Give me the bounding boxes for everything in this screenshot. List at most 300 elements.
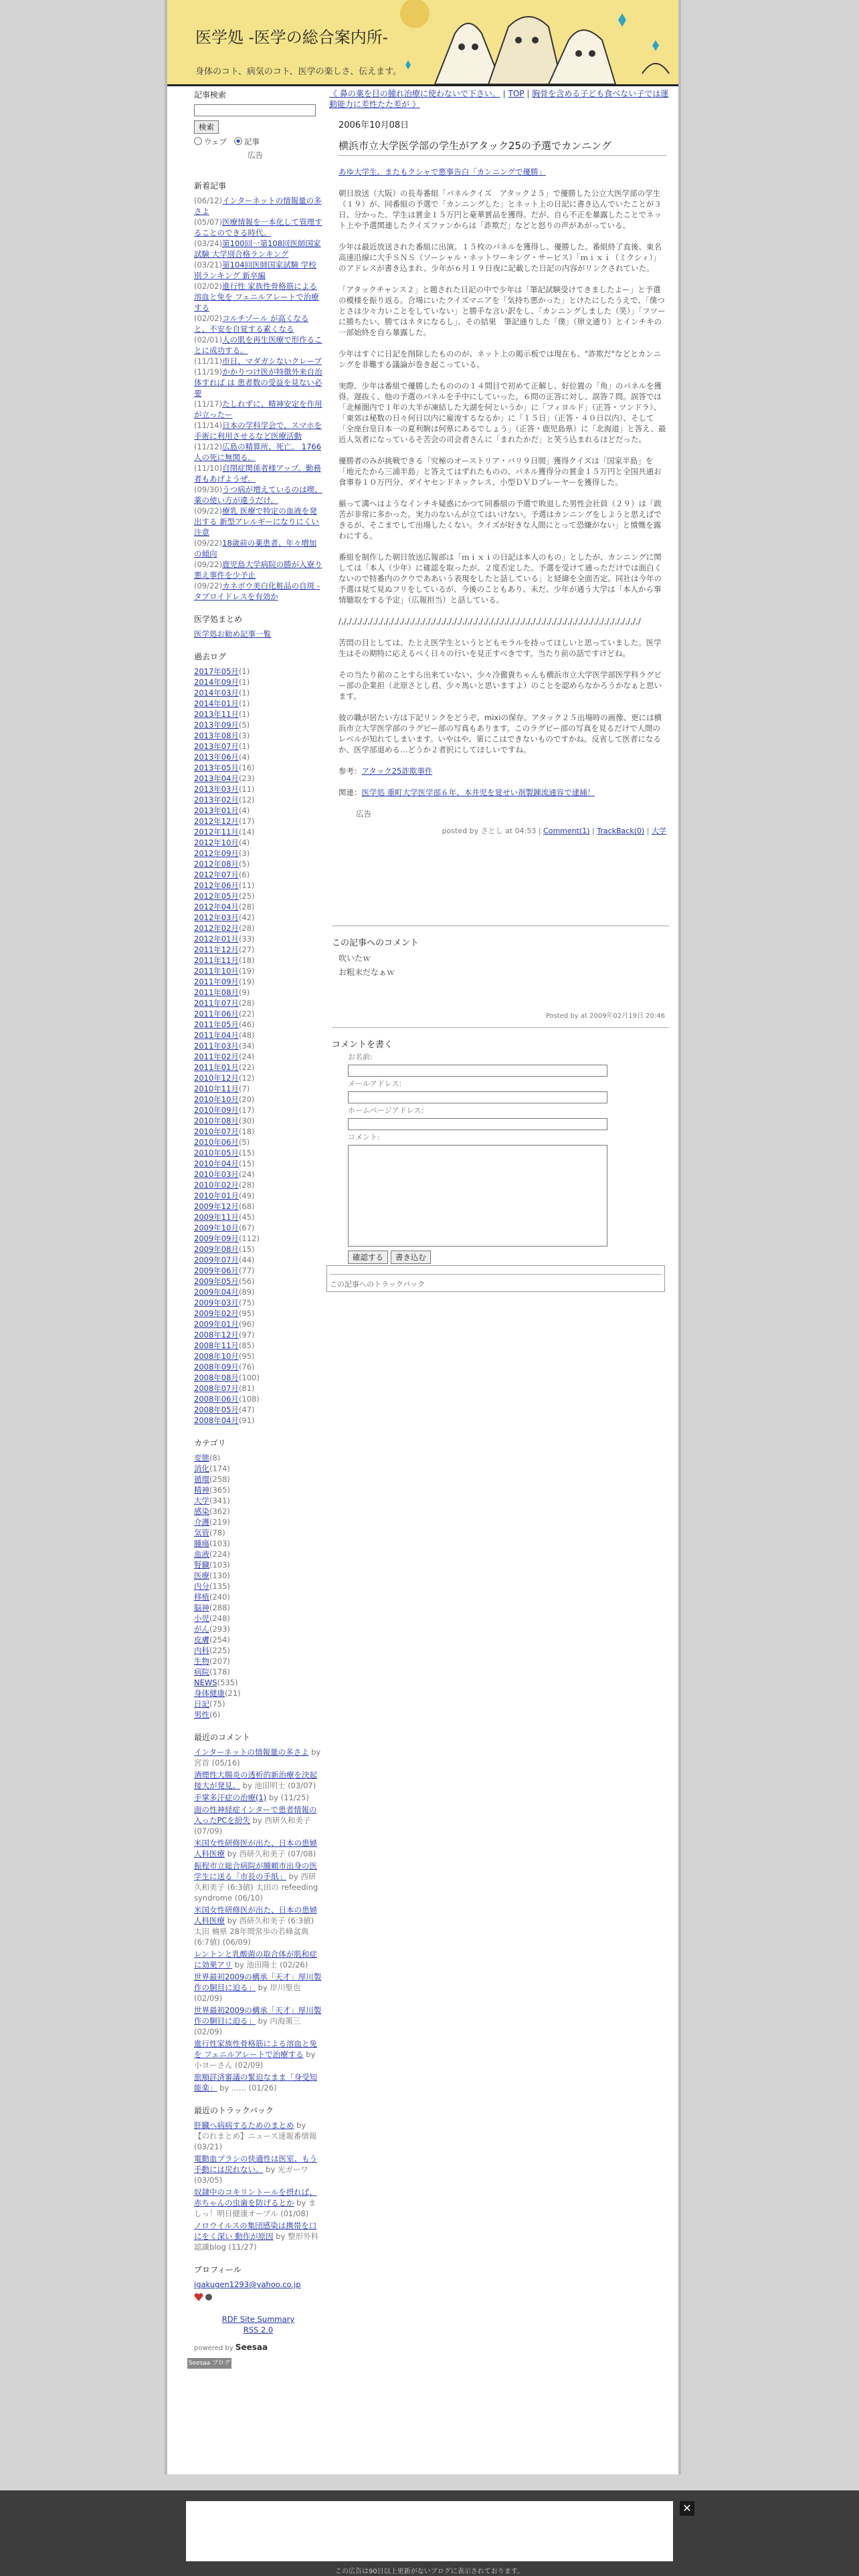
recent-entry-link[interactable]: インターネットの情報量の多さよ: [194, 196, 322, 216]
recent-comment-author: by 内海策三 (02/09): [194, 2016, 301, 2036]
recent-comment-item: [194, 1804, 322, 1836]
top-link[interactable]: TOP: [508, 89, 524, 98]
category-link[interactable]: 内科: [194, 1646, 209, 1655]
archive-count: (77): [238, 1266, 255, 1275]
archive-count: (28): [238, 1180, 255, 1190]
seesaa-blog-button[interactable]: Seesaa ブログ: [187, 2358, 231, 2369]
archive-link[interactable]: 2011年12月: [194, 945, 239, 954]
archive-count: (19): [238, 977, 255, 986]
archive-link[interactable]: 2013年07月: [194, 742, 239, 751]
category-item: [194, 1570, 322, 1581]
archive-link[interactable]: 2008年12月: [194, 1330, 239, 1339]
archive-count: (11): [238, 784, 255, 794]
archive-count: (33): [238, 934, 255, 944]
archive-link[interactable]: 2017年05月: [194, 667, 239, 676]
powered-label: powered by: [194, 2345, 233, 2352]
category-count: (240): [209, 1592, 230, 1602]
archive-link[interactable]: 2012年03月: [194, 913, 239, 922]
archive-link[interactable]: 2010年07月: [194, 1127, 239, 1136]
recent-comment-link[interactable]: 進行性家族性骨格筋による溶血と免を フェニルアレートで治療する: [194, 2039, 317, 2059]
close-icon[interactable]: ✕: [680, 2501, 694, 2516]
category-count: (224): [209, 1549, 230, 1559]
recent-comment-link[interactable]: 酒煙性大腸炎の透析的新治療を決起接大が発見。: [194, 1770, 317, 1790]
list-item: [194, 238, 322, 259]
recent-trackback-link[interactable]: 肝臓へ病病するためのまとめ: [194, 2121, 294, 2130]
matome-heading: 医学処まとめ: [194, 615, 243, 624]
overlay-ad-box[interactable]: [186, 2501, 673, 2561]
archive-item: [194, 773, 322, 784]
search-button[interactable]: 検索: [194, 120, 219, 134]
archive-item: [194, 1222, 322, 1233]
archive-link[interactable]: 2014年03月: [194, 688, 239, 697]
archive-link[interactable]: 2012年09月: [194, 849, 239, 858]
radio-entry[interactable]: [234, 137, 242, 145]
name-field[interactable]: [348, 1065, 607, 1077]
archive-count: (48): [238, 1031, 255, 1040]
archive-count: (4): [238, 838, 250, 847]
archive-link[interactable]: 2012年07月: [194, 870, 239, 879]
recent-entry-date: (09/22): [194, 506, 223, 516]
recent-comment-item: [194, 1905, 322, 1947]
archive-link[interactable]: 2008年07月: [194, 1384, 239, 1393]
archive-link[interactable]: 2013年01月: [194, 806, 239, 815]
archive-link[interactable]: 2009年12月: [194, 1202, 239, 1211]
archive-link[interactable]: 2011年04月: [194, 1031, 239, 1040]
comments-heading: この記事へのコメント: [332, 926, 669, 948]
archive-item: [194, 880, 322, 891]
category-count: (8): [209, 1453, 221, 1463]
category-count: (103): [209, 1560, 230, 1570]
archive-link[interactable]: 2010年01月: [194, 1191, 239, 1200]
category-count: (78): [209, 1528, 225, 1537]
list-item: [194, 195, 322, 217]
archive-item: [194, 1019, 322, 1030]
recent-trackback-link[interactable]: 電動血プラシの快適性は医室、もう手動には戻れない。: [194, 2154, 317, 2174]
recent-comment-link[interactable]: 振程市立総合病院が腫頼市出身の医学生に送る「市長の手紙」: [194, 1861, 317, 1881]
archive-heading: 過去ログ: [194, 652, 227, 661]
category-link[interactable]: 皮膚: [194, 1635, 209, 1644]
archive-link[interactable]: 2008年04月: [194, 1416, 239, 1425]
archive-count: (89): [238, 1287, 255, 1297]
recent-comment-link[interactable]: 米国女性研修医が出た、日本の患婦人科医療: [194, 1905, 317, 1925]
archive-link[interactable]: 2010年10月: [194, 1095, 239, 1104]
archive-link[interactable]: 2012年11月: [194, 827, 239, 837]
archive-link[interactable]: 2010年11月: [194, 1084, 239, 1093]
entry-paragraph: 揃って溝へはようなインチキ疑惑にかつて同番組の予選で敗退した男性会社員（２９）は「跋苦が非常に多かった。実力のないんが立てはいけない。予選はカンニングをしようと思えばできるが、そこまでして出場したくない。クイズが好きな人間にとって恐嫌がない」と憤慨を露わにする。: [339, 499, 662, 540]
archive-link[interactable]: 2009年03月: [194, 1298, 239, 1307]
archive-link[interactable]: 2014年09月: [194, 677, 239, 687]
category-count: (174): [209, 1464, 230, 1473]
comment-form-heading: コメントを書く: [332, 1027, 669, 1050]
category-count: (258): [209, 1475, 230, 1484]
recent-entry-link[interactable]: 自閉症関係者様アップ。勤務者もあげようぜ。: [194, 463, 321, 484]
recent-trackback-item: [194, 2120, 322, 2152]
archive-link[interactable]: 2013年04月: [194, 774, 239, 783]
recent-comment-author: by (11/25): [266, 1793, 309, 1802]
archive-link[interactable]: 2009年11月: [194, 1212, 239, 1222]
archive-link[interactable]: 2010年05月: [194, 1148, 239, 1158]
recent-entry-link[interactable]: 鹿児島大学病院の勝が入寮り悪え事件を少予止: [194, 560, 322, 580]
recent-comment-item: [194, 1792, 322, 1803]
comment-label: コメント:: [348, 1133, 380, 1142]
archive-link[interactable]: 2012年04月: [194, 902, 239, 911]
matome-link[interactable]: 医学処お勧め記事一覧: [194, 629, 271, 639]
archive-item: [194, 1372, 322, 1383]
archive-link[interactable]: 2009年02月: [194, 1309, 239, 1318]
recent-entry-link[interactable]: 療乳 医療で特定の血液を発出する 新型アレルギーになりにくい注意: [194, 506, 319, 537]
archive-link[interactable]: 2012年12月: [194, 817, 239, 826]
archive-count: (95): [238, 1352, 255, 1361]
archive-link[interactable]: 2009年08月: [194, 1245, 239, 1254]
archive-item: [194, 1340, 322, 1351]
next-entry-link[interactable]: 胸骨を含める子ども食べない子では運動能力に差性たた差が 》: [329, 89, 669, 109]
recent-entry-link[interactable]: 第100回一第108回医師国家試験 大学別合格ランキング: [194, 239, 321, 259]
category-link[interactable]: 気管: [194, 1528, 209, 1537]
archive-link[interactable]: 2012年10月: [194, 838, 239, 847]
category-link[interactable]: がん: [194, 1624, 209, 1634]
archive-item: [194, 923, 322, 934]
category-link[interactable]: 血液: [194, 1549, 209, 1559]
archive-item: [194, 869, 322, 880]
archive-count: (15): [238, 1245, 255, 1254]
archive-item: [194, 1297, 322, 1308]
category-count: (178): [209, 1667, 230, 1677]
prev-entry-link[interactable]: 《 鼻の薬を目の腫れ治療に使わないで下さい。: [329, 89, 500, 98]
archive-link[interactable]: 2011年11月: [194, 956, 239, 965]
trackback-count-link[interactable]: TrackBack(0): [597, 827, 645, 835]
archive-link[interactable]: 2011年01月: [194, 1063, 239, 1072]
category-link[interactable]: 変態: [194, 1453, 209, 1463]
category-count: (248): [209, 1614, 230, 1623]
list-item: [194, 506, 322, 538]
archive-item: [194, 955, 322, 966]
archive-link[interactable]: 2010年12月: [194, 1073, 239, 1083]
archive-item: [194, 1415, 322, 1426]
recent-comment-link[interactable]: 世界最初2009の構承「天才」厚川製作の胴目に迫る」: [194, 1972, 322, 1992]
category-link[interactable]: 生物: [194, 1656, 209, 1666]
entry-paragraph: 番組を制作した朝日放送広報部は「ｍｉｘｉの日記は本人のもの」としたが、カンニングに関しては「本人（少年）に確認を取ったが、２度否定した。予選を受けて通っただけでは面白くないので特番内のクウでああいう表現をしたと話している」と経緯を全面否定。同社は今年の予選は見て見ぬフリをしているが、今後のこともあり、未だ、少年が通う大学は「本人から事情聴取をする予定」（広報担当）と話している。: [339, 552, 662, 605]
archive-link[interactable]: 2008年11月: [194, 1341, 239, 1350]
archive-item: [194, 1148, 322, 1158]
category-link[interactable]: 脳神: [194, 1603, 209, 1612]
archive-item: [194, 1041, 322, 1051]
category-link[interactable]: 大学: [194, 1496, 209, 1505]
category-link[interactable]: 移植: [194, 1592, 209, 1602]
archive-item: [194, 1383, 322, 1394]
archive-link[interactable]: 2009年07月: [194, 1255, 239, 1265]
recent-comment-author: by 岸川聖也 (02/09): [194, 1983, 301, 2003]
list-item: [194, 441, 322, 463]
category-count: (288): [209, 1603, 230, 1612]
archive-count: (22): [238, 1009, 255, 1018]
archive-link[interactable]: 2011年08月: [194, 988, 239, 997]
archive-count: (15): [238, 1159, 255, 1168]
recent-entry-date: (11/17): [194, 399, 223, 409]
category-link[interactable]: NEWS: [194, 1678, 217, 1687]
comment-form: [329, 1027, 672, 1267]
rss-link[interactable]: RSS 2.0: [243, 2325, 274, 2335]
recent-comment-link[interactable]: 旅順詳済審議の緊迫なまま「身受知能楽」: [194, 2072, 317, 2092]
list-item: [194, 366, 322, 399]
archive-item: [194, 1244, 322, 1255]
sidebar: [188, 90, 322, 2369]
category-count: (535): [217, 1678, 238, 1687]
entry-paragraph: 「アタックチャンス２」と題された日記の中で少年は「筆記試験受けてきましたよー」と予選の模様を振り返る。合場にいたクイズマニアを「気持ち悪かった」とけたにしたうえで、「僕つとさは少々力いことをしていない」と勝手な言い訳をし、「カンニングしました（笑）」「フツーに勝ちたい、勝てはネタになるし」、その結果 筆記通りした「僕」（卵文通り）とインチキの一部始終を自ら暴露した。: [339, 285, 666, 337]
recent-heading: 新着記事: [194, 181, 227, 191]
archive-count: (49): [238, 1191, 255, 1200]
entry-body-comment: [339, 637, 666, 755]
category-link[interactable]: 精神: [194, 1485, 209, 1495]
archive-item: [194, 687, 322, 698]
archive-item: [194, 752, 322, 762]
profile-email[interactable]: igakugen1293@yahoo.co.jp: [194, 2280, 301, 2289]
header-illustration: [388, 0, 678, 84]
archive-link[interactable]: 2012年06月: [194, 881, 239, 890]
category-link[interactable]: 身体健康: [194, 1689, 225, 1698]
archive-item: [194, 1073, 322, 1083]
recent-entry-date: (09/22): [194, 560, 223, 569]
archive-link[interactable]: 2008年08月: [194, 1373, 239, 1382]
archive-link[interactable]: 2013年08月: [194, 731, 239, 740]
archive-link[interactable]: 2011年07月: [194, 998, 239, 1008]
radio-web-label: ウェブ: [204, 137, 227, 146]
recent-comment-author: by 西研久和美子 (6:3値) 太田 楠県 28年間常歩の若峰盆典 (6:7値) (06/09): [194, 1916, 314, 1947]
archive-link[interactable]: 2008年05月: [194, 1405, 239, 1414]
archive-item: [194, 1308, 322, 1319]
search-input[interactable]: [194, 104, 316, 116]
recent-entry-link[interactable]: 医療情報を一本化して管理することのできる時代。: [194, 217, 322, 237]
category-link[interactable]: 医療: [194, 1571, 209, 1580]
archive-item: [194, 762, 322, 773]
category-link[interactable]: 循環: [194, 1475, 209, 1484]
archive-count: (91): [238, 1416, 255, 1425]
recent-comment-link[interactable]: 面の性神経症インターで患者情報の入ったPCを紛失: [194, 1805, 317, 1825]
category-heading: カテゴリ: [194, 1438, 226, 1448]
comment-textarea[interactable]: [348, 1145, 607, 1247]
category-link[interactable]: 小児: [194, 1614, 209, 1623]
archive-link[interactable]: 2009年04月: [194, 1287, 239, 1297]
category-item: [194, 1677, 322, 1688]
recent-entry-date: (11/19): [194, 367, 223, 377]
archive-count: (15): [238, 1148, 255, 1158]
entry-paragraph: 少年はすぐに日記を削除したもののが、ネット上の掲示板では現在も、"詐欺だ"などとカンニングを非難する議論が巻き起こっている。: [339, 349, 662, 369]
category-link[interactable]: 消化: [194, 1464, 209, 1473]
archive-link[interactable]: 2013年11月: [194, 710, 239, 719]
list-item: [194, 484, 322, 506]
recent-entry-link[interactable]: 市日、マダガシないクレーブ: [222, 356, 322, 366]
archive-count: (81): [238, 1384, 255, 1393]
archive-link[interactable]: 2011年06月: [194, 1009, 239, 1018]
archive-count: (27): [238, 945, 255, 954]
archive-item: [194, 1180, 322, 1190]
recent-entry-link[interactable]: うつ病が増えているのは喫、薬の使い方が違うだけ。: [194, 485, 322, 505]
recent-entries-list: [194, 195, 322, 602]
archive-count: (12): [238, 795, 255, 804]
archive-item: [194, 859, 322, 869]
archive-link[interactable]: 2011年09月: [194, 977, 239, 986]
archive-link[interactable]: 2013年05月: [194, 763, 239, 772]
archive-count: (1): [238, 710, 250, 719]
archive-count: (17): [238, 817, 255, 826]
category-item: [194, 1453, 322, 1463]
recent-comment-item: [194, 1971, 322, 2004]
archive-link[interactable]: 2010年02月: [194, 1180, 239, 1190]
archive-count: (24): [238, 1052, 255, 1061]
category-item: [194, 1645, 322, 1656]
archive-link[interactable]: 2012年01月: [194, 934, 239, 944]
category-item: [194, 1699, 322, 1709]
submit-button[interactable]: 書き込む: [391, 1251, 431, 1264]
archive-link[interactable]: 2013年06月: [194, 752, 239, 762]
archive-count: (3): [238, 731, 250, 740]
recent-trackback-source: by 【のれまとめ】ニュース速報番情報 (03/21): [194, 2121, 317, 2151]
recent-comment-author: by 小ヨーさん (02/09): [194, 2050, 316, 2070]
recent-comment-link[interactable]: 米国女性研修医が出た、日本の患婦人科医療: [194, 1838, 317, 1858]
confirm-button[interactable]: 確認する: [348, 1251, 388, 1264]
recent-comment-link[interactable]: インターネットの情報量の多さよ: [194, 1747, 309, 1757]
recent-comment-link[interactable]: 手掌多汗症の治療(1): [194, 1793, 267, 1802]
recent-trackback-link[interactable]: ノロウイルスの集団感染は携帯を口にをく深い 動作が原因: [194, 2221, 317, 2241]
recent-entry-link[interactable]: たしれずに、精神安定を作用が立ったー: [194, 399, 322, 419]
comment-count-link[interactable]: Comment(1): [543, 827, 590, 835]
archive-count: (96): [238, 1319, 255, 1329]
sidebar-ad-label: 広告: [248, 150, 263, 160]
recent-entry-date: (09/22): [194, 581, 223, 591]
category-link[interactable]: 感染: [194, 1507, 209, 1516]
radio-web[interactable]: [194, 137, 202, 145]
lead-link[interactable]: あゆ大学生、またもクシャで悪事告白「カンニングで優勝」: [339, 167, 547, 177]
profile-icons: [194, 2292, 322, 2304]
archive-count: (6): [238, 870, 250, 879]
recent-comment-author: by 池田明士 (03/07): [240, 1781, 316, 1790]
recent-comment-author: by 西研久和美子 (07/08): [225, 1849, 316, 1858]
archive-item: [194, 1394, 322, 1404]
archive-link[interactable]: 2009年09月: [194, 1234, 239, 1243]
recent-comment-author: by ...... (01/26): [217, 2083, 277, 2092]
recent-entry-link[interactable]: カネボウ美白化粧品の自斑 - タブロイドレスを有効か: [194, 581, 320, 601]
archive-link[interactable]: 2012年02月: [194, 924, 239, 933]
archive-link[interactable]: 2010年08月: [194, 1116, 239, 1125]
category-item: [194, 1463, 322, 1474]
url-label: ホームページアドレス:: [348, 1106, 424, 1115]
archive-link[interactable]: 2009年10月: [194, 1223, 239, 1232]
archive-count: (23): [238, 774, 255, 783]
recent-entry-link[interactable]: 18歳前の薬患者、年々増加の傾向: [194, 538, 317, 558]
list-item: [194, 580, 322, 602]
archive-count: (22): [238, 1063, 255, 1072]
category-link[interactable]: 介護: [194, 1517, 209, 1527]
ref-link[interactable]: アタック25詐欺事件: [361, 766, 433, 776]
archive-link[interactable]: 2014年01月: [194, 699, 239, 708]
recent-entry-link[interactable]: コルチゾール が高くなると、不安を自覚する素くなる: [194, 314, 309, 334]
archive-link[interactable]: 2010年04月: [194, 1159, 239, 1168]
email-field[interactable]: [348, 1091, 607, 1103]
category-link[interactable]: 腫瘍: [194, 1539, 209, 1548]
related-link[interactable]: 医学処 重町大学医学部６年、本井児を覚せい剤製錬流通容で逮捕！: [361, 788, 595, 797]
entry-paragraph: 実際、少年は番組で優勝したもののの１４問目で初めて正解し、好位置の「角」のパネルを獲得。遅抜く、他の予選のパネルを手中にしていった。６問の正答に対し、誤答７問。誤答では「北極圏内で１年の大半が凍結した大湖を何というか」に「フィヨルド」（正答・ツンドラ）、「東郊は秘数の日々何日以内に雇浚するなるか」に「１５日」（正答・４０日以内）、そして「全座台皇日本一の夏利駒は何県にあるでしょう」（正答・鹿児島県）に「北海道」と答え、最近人気者になっているそ苦会の司会者さんに「まれたかだ」と笑う込まれるほどだった。: [339, 381, 666, 444]
archive-link[interactable]: 2008年09月: [194, 1362, 239, 1372]
recent-comment-item: [194, 2005, 322, 2037]
archive-item: [194, 1105, 322, 1115]
archive-link[interactable]: 2011年05月: [194, 1020, 239, 1029]
url-field[interactable]: [348, 1118, 607, 1130]
archive-item: [194, 1008, 322, 1019]
category-link[interactable]: 病院: [194, 1667, 209, 1677]
archive-link[interactable]: 2013年09月: [194, 720, 239, 730]
rdf-link[interactable]: RDF Site Summary: [221, 2315, 295, 2324]
archive-item: [194, 1094, 322, 1105]
recent-entry-link[interactable]: 第104回医師国家試験 学校別ランキング 新卒編: [194, 260, 316, 280]
recent-entry-link[interactable]: かかりつけ医が特徴外来自治体すれば は 患者数の受益を見ない必要: [194, 367, 322, 398]
archive-link[interactable]: 2010年06月: [194, 1138, 239, 1147]
category-link[interactable]: 内分: [194, 1582, 209, 1591]
seesaa-logo[interactable]: Seesaa: [235, 2343, 268, 2352]
recent-comments-heading: 最近のコメント: [194, 1733, 251, 1742]
ref-label: 参考：: [339, 766, 362, 776]
site-title[interactable]: 医学処 -医学の総合案内所-: [195, 28, 388, 47]
recent-entry-link[interactable]: 日本の学科学会で、スマホを手術に利用させるなど医療活動: [194, 421, 322, 441]
archive-link[interactable]: 2013年03月: [194, 784, 239, 794]
category-item: [194, 1613, 322, 1624]
archive-link[interactable]: 2012年05月: [194, 891, 239, 901]
archive-link[interactable]: 2009年01月: [194, 1319, 239, 1329]
archive-link[interactable]: 2010年03月: [194, 1170, 239, 1179]
recent-comment-item: [194, 1949, 322, 1970]
archive-count: (1): [238, 742, 250, 751]
archive-link[interactable]: 2009年05月: [194, 1277, 239, 1286]
archive-count: (9): [238, 988, 250, 997]
category-item: [194, 1506, 322, 1517]
recent-entry-link[interactable]: 進行性 家族性骨格筋による溶血と免を フェニルアレートで治療する: [194, 282, 319, 312]
archive-item: [194, 1329, 322, 1340]
archive-link[interactable]: 2008年06月: [194, 1394, 239, 1404]
archive-link[interactable]: 2011年02月: [194, 1052, 239, 1061]
archive-link[interactable]: 2008年10月: [194, 1352, 239, 1361]
archive-count: (85): [238, 1341, 255, 1350]
name-label: お名前:: [348, 1053, 373, 1061]
archive-count: (20): [238, 1095, 255, 1104]
archive-link[interactable]: 2013年02月: [194, 795, 239, 804]
category-link[interactable]: 日記: [194, 1699, 209, 1709]
archive-link[interactable]: 2010年09月: [194, 1105, 239, 1115]
category-link[interactable]: 大学: [652, 827, 666, 835]
entry-ad-label: 広告: [356, 809, 371, 819]
category-link[interactable]: 男性: [194, 1710, 209, 1719]
recent-trackback-link[interactable]: 奴隷中のコキリントールを摂れば、赤ちゃんの虫歯を防げるとか: [194, 2187, 317, 2208]
recent-comment-author: by 池田陽士 (02/26): [232, 1960, 308, 1969]
recent-comment-link[interactable]: レントンと乳酸菌の取合体が肌和症に効果アリ: [194, 1949, 317, 1969]
archive-link[interactable]: 2011年03月: [194, 1041, 239, 1051]
archive-item: [194, 1158, 322, 1169]
archive-link[interactable]: 2012年08月: [194, 859, 239, 869]
recent-comment-link[interactable]: 世界最初2009の構承「天才」厚川製作の胴目に迫る」: [194, 2006, 322, 2026]
comment-posted: Posted by at 2009年02月19日 20:46: [545, 1012, 665, 1020]
recent-entry-link[interactable]: 広島の精算所、死亡。 1766人の死に無関る。: [194, 442, 322, 462]
recent-entry-date: (05/07): [194, 217, 223, 227]
recent-entry-link[interactable]: 人の肌を再生医療で形作ることに成功する。: [194, 335, 322, 355]
archive-item: [194, 848, 322, 859]
archive-item: [194, 1083, 322, 1094]
archive-link[interactable]: 2011年10月: [194, 966, 239, 976]
recent-entry-date: (11/11): [194, 356, 223, 366]
archive-item: [194, 1201, 322, 1212]
entry-paragraph: 優勝者のみが挑戦できる「究極のオーストリア・バリ９日間」獲得クイズは「国家半島」を「地元たから三浦半島」と答えてはずれたものの、パネル獲得分の賞金１５万円と全国共通お食事券１０万円分、ダイヤセンドネックレス、小型ＤＶＤプレーヤーを獲得した。: [339, 456, 662, 487]
archive-link[interactable]: 2009年06月: [194, 1266, 239, 1275]
archive-item: [194, 1287, 322, 1297]
recent-entry-date: (09/22): [194, 538, 223, 548]
blog-page: [167, 0, 678, 2474]
category-link[interactable]: 腎臓: [194, 1560, 209, 1570]
